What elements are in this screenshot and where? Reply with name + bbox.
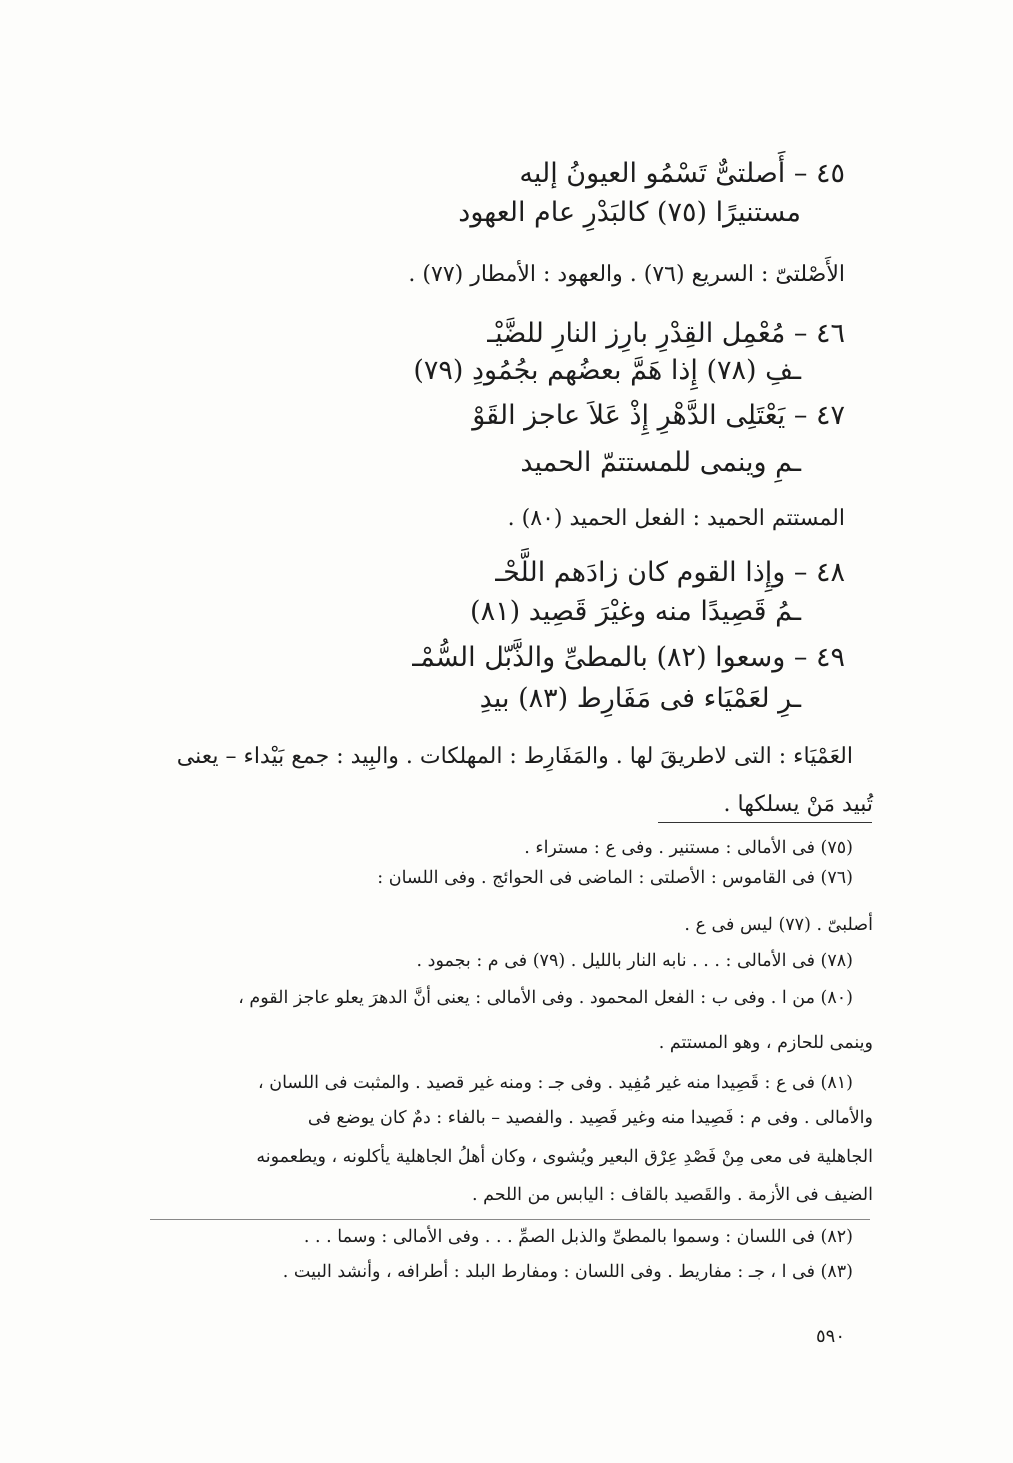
verse-47-second-half: ـمِ وينمى للمستتمّ الحميد [520, 447, 801, 478]
verse-48-second-half: ـمُ قَصِيدًا منه وغيْرَ قَصِيد (٨١) [470, 596, 801, 627]
verse-46-second-half: ـفِ (٧٨) إِذا هَمَّ بعضُهم بجُمُودِ (٧٩) [413, 355, 801, 386]
footnote-line: الجاهلية فى معى مِنْ فَصْدِ عِرْق البعير ويُشوى ، وكان أهلُ الجاهلية يأكلونه ، ويطعمونه [256, 1147, 873, 1167]
gloss-line: تُبيد مَنْ يسلكها . [723, 792, 873, 817]
verse-49-first-half: ٤٩ – وسعوا (٨٢) بالمطىِّ والذَّبّل السُّمْـ [412, 642, 845, 673]
footnote-line: (٨٠) من ا . وفى ب : الفعل المحمود . وفى الأمالى : يعنى أنَّ الدهرَ يعلو عاجز القوم ، [238, 988, 853, 1008]
footnote-line: وينمى للحازم ، وهو المستتم . [658, 1033, 873, 1053]
verse-47-first-half: ٤٧ – يَعْتَلِى الدَّهْرِ إِذْ عَلاَ عاجز القَوْ [472, 400, 845, 431]
verse-46-first-half: ٤٦ – مُعْمِل القِدْرِ بارِز النارِ للضَّيْـ [487, 318, 845, 349]
gloss-line: الأَصْلتىّ : السريع (٧٦) . والعهود : الأمطار (٧٧) . [408, 262, 845, 287]
footnote-line: (٨١) فى ع : قَصِيدا منه غير مُفِيد . وفى جـ : ومنه غير قصيد . والمثبت فى اللسان ، [258, 1073, 853, 1093]
footnote-separator [150, 1219, 870, 1220]
footnote-line: أصلبىّ . (٧٧) ليس فى ع . [684, 915, 873, 935]
footnote-line: الضيف فى الأزمة . والقَصيد بالقاف : اليابس من اللحم . [471, 1185, 873, 1205]
gloss-line: المستتم الحميد : الفعل الحميد (٨٠) . [507, 506, 845, 531]
page-number: ٥٩٠ [815, 1326, 845, 1347]
footnote-line: (٧٨) فى الأمالى : . . . نابه النار بالليل . (٧٩) فى م : بجمود . [416, 951, 853, 971]
footnote-line: (٧٦) فى القاموس : الأصلتى : الماضى فى الحوائج . وفى اللسان : [377, 868, 853, 888]
verse-48-first-half: ٤٨ – وإِذا القوم كان زادَهم اللَّحْـ [495, 557, 845, 588]
footnote-line: (٧٥) فى الأمالى : مستنير . وفى ع : مستراء . [524, 838, 853, 858]
footnote-line: (٨٣) فى ا ، جـ : مفاريط . وفى اللسان : ومفارط البلد : أطرافه ، وأنشد البيت . [282, 1262, 853, 1282]
footnote-line: والأمالى . وفى م : فَصِيدا منه وغير فَصِيد . والفصيد – بالفاء : دمٌ كان يوضع فى [307, 1108, 873, 1128]
verse-49-second-half: ـرِ لعَمْيَاء فى مَفَارِط (٨٣) بيدِ [479, 683, 801, 714]
verse-45-second-half: مستنيرًا (٧٥) كالبَدْرِ عام العهود [458, 197, 801, 228]
footnote-line: (٨٢) فى اللسان : وسموا بالمطىِّ والذبل الصمِّ . . . وفى الأمالى : وسما . . . [303, 1227, 853, 1247]
footnote-separator [658, 822, 872, 823]
verse-45-first-half: ٤٥ – أَصلتىٌّ تَسْمُو العيونُ إليه [519, 158, 845, 189]
gloss-line: العَمْيَاء : التى لاطريقَ لها . والمَفَارِط : المهلكات . والبِيد : جمع بَيْداء – يعنى [176, 744, 853, 769]
